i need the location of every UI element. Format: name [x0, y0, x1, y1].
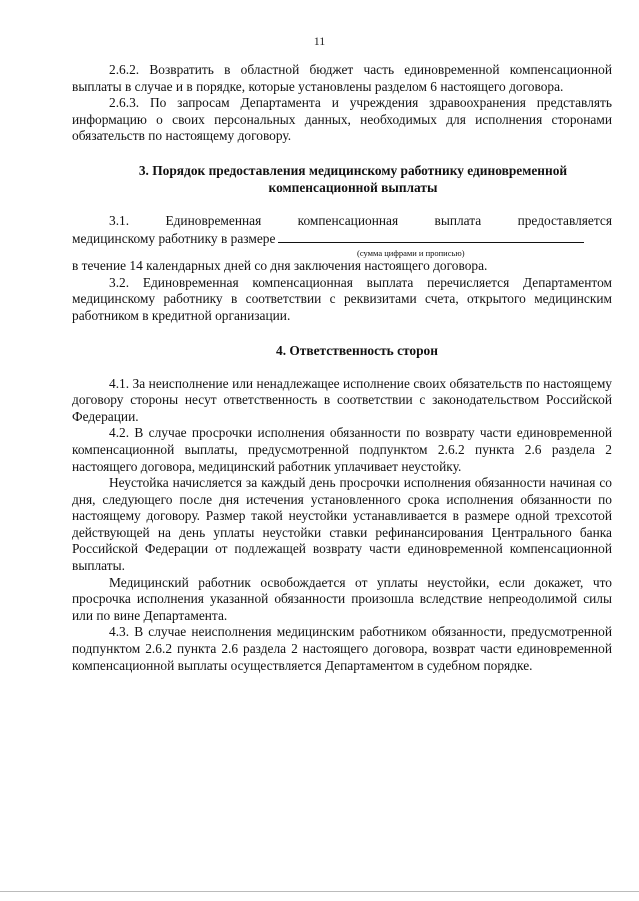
paragraph-3-1-line3: в течение 14 календарных дней со дня заключения настоящего договора. — [72, 258, 488, 274]
paragraph-4-1: 4.1. За неисполнение или ненадлежащее исполнение своих обязательств по настоящему договору стороны несут ответственность в соответствии с законодательством Российской Федерации. — [72, 375, 612, 424]
paragraph-3-2: 3.2. Единовременная компенсационная выплата перечисляется Департаментом медицинскому работнику в соответствии с реквизитами счета, открытого медицинским работником в кредитной организации. — [72, 274, 612, 323]
section-4-heading: 4. Ответственность сторон — [276, 342, 438, 358]
paragraph-4-3: 4.3. В случае неисполнения медицинским работником обязанности, предусмотренной подпунктом 2.6.2 пункта 2.6 раздела 2 настоящего договора, возврат части единовременной компенсационной выплаты осуществляется Департаментом в судебном порядке. — [72, 624, 612, 673]
paragraph-2-6-2: 2.6.2. Возвратить в областной бюджет часть единовременной компенсационной выплаты в случае и в порядке, которые установлены разделом 6 настоящего договора. — [72, 62, 612, 94]
section-3-heading: 3. Порядок предоставления медицинскому работнику единовременной компенсационной выплаты — [138, 162, 568, 195]
paragraph-4-2-penalty: Неустойка начисляется за каждый день просрочки исполнения обязанности начиная со дня, следующего после дня истечения установленного срока исполнения обязанности по настоящему договору. Размер такой неустойки устанавливается в размере одной трехсотой действующей на день уплаты неустойки ставки рефинансирования Центрального банка Российской Федерации от подлежащей возврату части единовременной компенсационной выплаты. — [72, 475, 612, 574]
paragraph-2-6-3: 2.6.3. По запросам Департамента и учреждения здравоохранения представлять информацию о своих персональных данных, необходимых для исполнения сторонами обязательств по настоящему договору. — [72, 95, 612, 144]
paragraph-4-2-exemption: Медицинский работник освобождается от уплаты неустойки, если докажет, что просрочка исполнения указанной обязанности произошла вследствие непреодолимой силы или по вине Департамента. — [72, 574, 612, 623]
amount-caption: (сумма цифрами и прописью) — [357, 248, 465, 259]
paragraph-3-1-amount-row — [72, 230, 612, 248]
document-body — [72, 62, 612, 674]
amount-blank-line — [278, 230, 584, 243]
paragraph-3-1-line1: 3.1. Единовременная компенсационная выплата предоставляется — [109, 212, 612, 228]
paragraph-4-2: 4.2. В случае просрочки исполнения обязанности по возврату части единовременной компенсационной выплаты, предусмотренной подпунктом 2.6.2 пункта 2.6 раздела 2 настоящего договора, медицинский работник уплачивает неустойку. — [72, 425, 612, 474]
page-number: 11 — [313, 34, 326, 48]
paragraph-3-1-line2: медицинскому работнику в размере — [72, 230, 276, 246]
bottom-edge-rule — [0, 891, 639, 892]
